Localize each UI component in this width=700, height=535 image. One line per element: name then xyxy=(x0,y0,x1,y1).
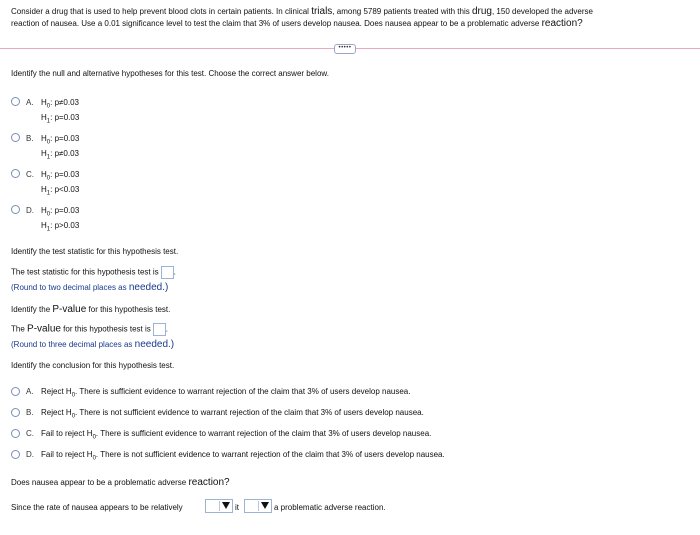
hypothesis-option-b-letter: B. xyxy=(26,134,34,143)
hypothesis-option-a-letter: A. xyxy=(26,98,34,107)
hypothesis-option-b-h1: $H_1$: p≠0.03 xyxy=(41,149,80,161)
conclusion-option-a-radio[interactable] xyxy=(11,387,20,396)
hypothesis-option-c-h0: $H_0$: p=0.03 xyxy=(41,170,80,182)
hypothesis-option-b-h0: $H_0$: p=0.03 xyxy=(41,134,80,146)
hypothesis-option-a-radio[interactable] xyxy=(11,97,20,106)
hypothesis-option-c-radio[interactable] xyxy=(11,169,20,178)
conclusion-option-b-text: Reject $H_0$. There is not sufficient evidence to warrant rejection of the claim that 3% of users develop nausea. xyxy=(41,408,424,420)
test-stat-prompt: Identify the test statistic for this hypothesis test. xyxy=(11,247,179,256)
conclusion-option-d-radio[interactable] xyxy=(11,450,20,459)
hypothesis-option-d-letter: D. xyxy=(26,206,34,215)
test-stat-label: The test statistic for this hypothesis test is xyxy=(11,267,159,277)
conclusion-option-c-letter: C. xyxy=(26,429,34,438)
hypothesis-option-d-h1: $H_1$: p>0.03 xyxy=(41,221,80,233)
final-sentence-it: it xyxy=(235,503,239,512)
conclusion-option-c-text: Fail to reject $H_0$. There is sufficient evidence to warrant rejection of the claim that 3% of users develop nausea. xyxy=(41,429,432,441)
conclusion-prompt: Identify the conclusion for this hypothesis test. xyxy=(11,361,175,370)
conclusion-option-b-radio[interactable] xyxy=(11,408,20,417)
final-sentence-start: Since the rate of nausea appears to be relatively xyxy=(11,503,183,512)
conclusion-option-d-text: Fail to reject $H_0$. There is not sufficient evidence to warrant rejection of the claim that 3% of users develop nausea. xyxy=(41,450,445,462)
more-button[interactable]: ••••• xyxy=(334,44,356,54)
test-stat-input[interactable] xyxy=(161,266,174,279)
hypotheses-prompt: Identify the null and alternative hypotheses for this test. Choose the correct answer below. xyxy=(11,69,329,78)
hypothesis-option-d-radio[interactable] xyxy=(11,205,20,214)
hypothesis-option-c-letter: C. xyxy=(26,170,34,179)
round-two-hint: (Round to two decimal places as needed.) xyxy=(11,282,169,293)
is-isnot-select[interactable] xyxy=(244,499,272,513)
conclusion-option-a-letter: A. xyxy=(26,387,34,396)
rate-level-select[interactable] xyxy=(205,499,233,513)
hypothesis-option-a-h0: $H_0$: p≠0.03 xyxy=(41,98,80,110)
problematic-question: Does nausea appear to be a problematic adverse reaction? xyxy=(11,477,230,488)
chevron-down-icon xyxy=(222,502,230,509)
test-stat-row: The test statistic for this hypothesis test is . xyxy=(11,266,176,279)
hypothesis-option-b-radio[interactable] xyxy=(11,133,20,142)
question-line-1: Consider a drug that is used to help prevent blood clots in certain patients. In clinical trials, among 5789 patients treated with this drug, 150 developed the adverse xyxy=(11,6,593,17)
hypothesis-option-d-h0: $H_0$: p=0.03 xyxy=(41,206,80,218)
final-sentence-end: a problematic adverse reaction. xyxy=(274,503,386,512)
hypothesis-option-c-h1: $H_1$: p<0.03 xyxy=(41,185,80,197)
question-line-2: reaction of nausea. Use a 0.01 significance level to test the claim that 3% of users develop nausea. Does nausea appear to be a problematic adverse reaction? xyxy=(11,18,583,29)
conclusion-option-b-letter: B. xyxy=(26,408,34,417)
pvalue-input[interactable] xyxy=(153,323,166,336)
conclusion-option-a-text: Reject $H_0$. There is sufficient evidence to warrant rejection of the claim that 3% of users develop nausea. xyxy=(41,387,411,399)
conclusion-option-d-letter: D. xyxy=(26,450,34,459)
pvalue-row: The P-value for this hypothesis test is . xyxy=(11,323,168,335)
conclusion-option-c-radio[interactable] xyxy=(11,429,20,438)
pvalue-prompt: Identify the P-value for this hypothesis test. xyxy=(11,304,171,315)
chevron-down-icon xyxy=(261,502,269,509)
round-three-hint: (Round to three decimal places as needed.) xyxy=(11,339,175,350)
hypothesis-option-a-h1: $H_1$: p=0.03 xyxy=(41,113,80,125)
